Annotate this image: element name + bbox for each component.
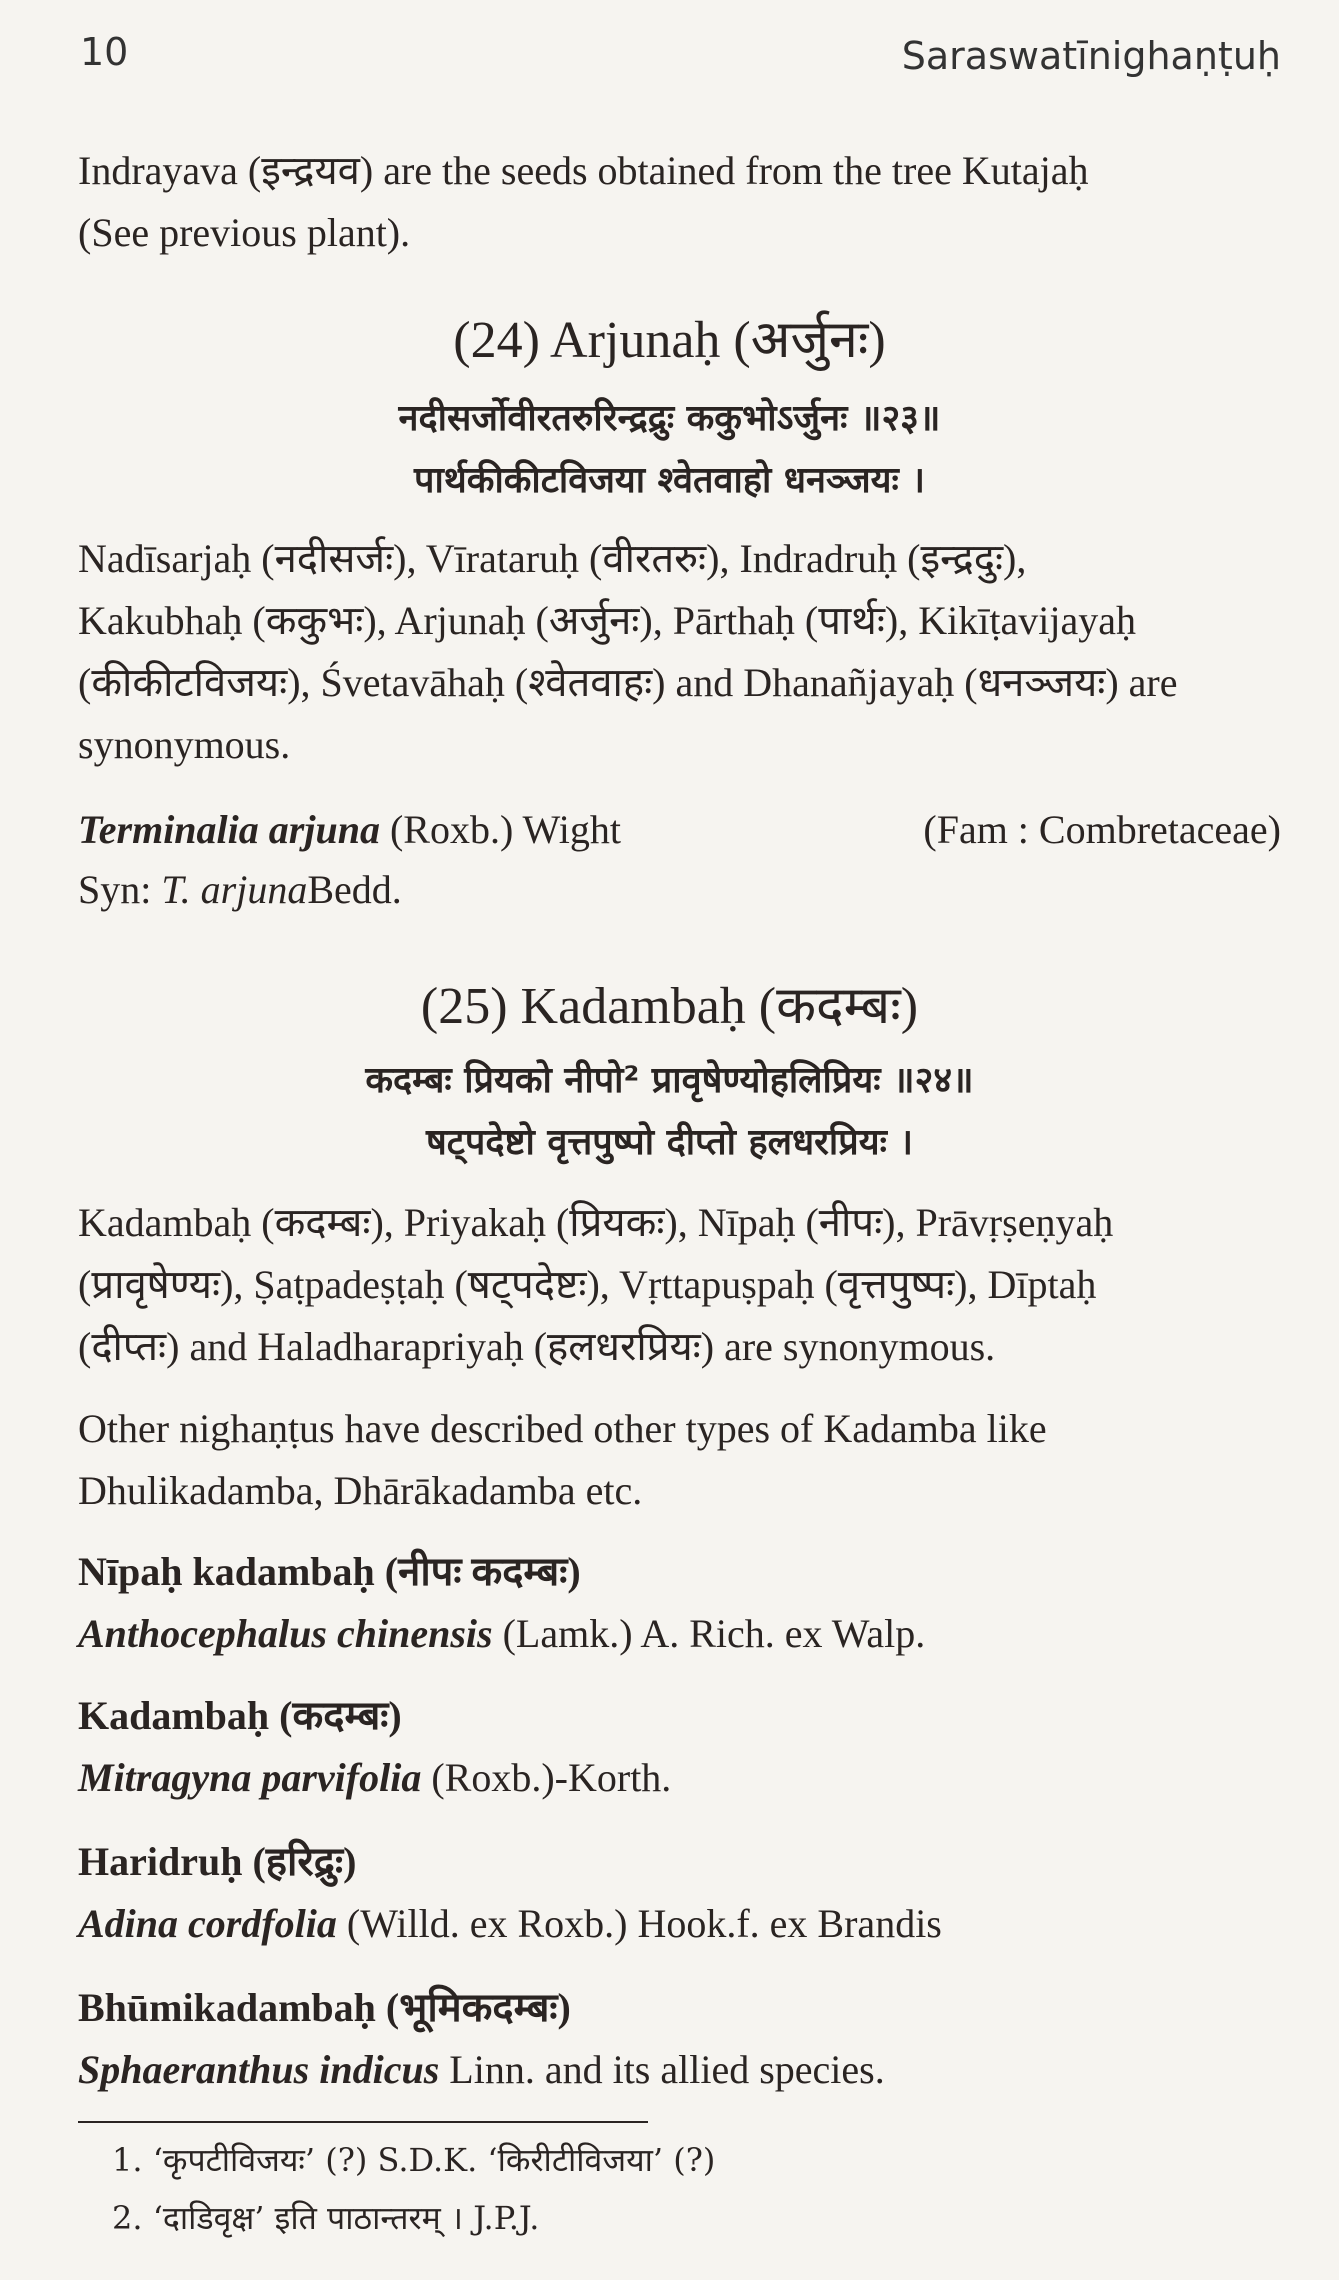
type-species: Mitragyna parvifolia <box>78 1755 422 1800</box>
section-24-synonyms <box>78 528 1280 776</box>
syn-label: Syn: <box>78 867 152 912</box>
synonym-line: Nadīsarjaḥ (नदीसर्जः), Vīrataruḥ (वीरतरुः), Indradruḥ (इन्द्रदुः), <box>78 536 1027 581</box>
intro-line: (See previous plant). <box>78 210 411 255</box>
other-line: Other nighaṇṭus have described other types of Kadamba like <box>78 1406 1047 1451</box>
family-name: (Fam : Combretaceae) <box>923 807 1281 852</box>
running-title: Saraswatīnighaṇṭuḥ <box>901 34 1281 78</box>
type-species: Anthocephalus chinensis <box>78 1611 493 1656</box>
synonym-line: (दीप्तः) and Haladharapriyaḥ (हलधरप्रियः) are synonymous. <box>78 1324 996 1369</box>
synonym-line: synonymous. <box>78 722 291 767</box>
footnote: 2. ‘दाडिवृक्ष’ इति पाठान्तरम् । J.P.J. <box>112 2199 540 2237</box>
type-authority: Linn. and its allied species. <box>449 2047 885 2092</box>
section-24-verse-line: पार्थकीकीटविजया श्वेतवाहो धनञ्जयः । <box>414 460 925 501</box>
section-24-heading: (24) Arjunaḥ (अर्जुनः) <box>453 312 886 369</box>
section-25-heading: (25) Kadambaḥ (कदम्बः) <box>420 978 919 1035</box>
section-25-synonyms <box>78 1192 1280 1378</box>
type-species-row <box>78 1754 671 1801</box>
type-authority: (Roxb.)-Korth. <box>431 1755 672 1800</box>
type-authority: (Lamk.) A. Rich. ex Walp. <box>502 1611 926 1656</box>
synonym-line: Kakubhaḥ (ककुभः), Arjunaḥ (अर्जुनः), Pārthaḥ (पार्थः), Kikīṭavijayaḥ <box>78 598 1136 643</box>
footnote: 1. ‘कृपटीविजयः’ (?) S.D.K. ‘किरीटीविजया’ (?) <box>112 2141 716 2179</box>
type-species-row <box>78 1900 942 1947</box>
syn-authority: Bedd. <box>307 867 402 912</box>
synonym-line: (कीकीटविजयः), Śvetavāhaḥ (श्वेतवाहः) and Dhanañjayaḥ (धनञ्जयः) are <box>78 660 1178 705</box>
type-name: Haridruḥ (हरिद्रुः) <box>78 1839 357 1884</box>
type-species-row <box>78 1610 925 1657</box>
botanical-authority: (Roxb.) Wight <box>389 807 621 852</box>
synonym-line: Kadambaḥ (कदम्बः), Priyakaḥ (प्रियकः), Nīpaḥ (नीपः), Prāvṛṣeṇyaḥ <box>78 1200 1114 1245</box>
section-24-botanical <box>78 806 621 853</box>
section-25-other-types <box>78 1398 1280 1522</box>
type-name: Nīpaḥ kadambaḥ (नीपः कदम्बः) <box>78 1549 581 1594</box>
section-24-verse-line: नदीसर्जोवीरतरुरिन्द्रद्रुः ककुभोऽर्जुनः ॥२३॥ <box>398 398 941 439</box>
type-species-row <box>78 2046 885 2093</box>
botanical-name: Terminalia arjuna <box>78 807 380 852</box>
syn-name: T. arjuna <box>161 867 308 912</box>
type-name: Kadambaḥ (कदम्बः) <box>78 1693 402 1738</box>
section-24-synonym-botanical <box>78 866 402 913</box>
type-species: Sphaeranthus indicus <box>78 2047 440 2092</box>
footnote-divider <box>78 2121 648 2123</box>
type-species: Adina cordfolia <box>78 1901 337 1946</box>
intro-paragraph <box>78 140 1280 264</box>
type-name: Bhūmikadambaḥ (भूमिकदम्बः) <box>78 1985 571 2030</box>
other-line: Dhulikadamba, Dhārākadamba etc. <box>78 1468 643 1513</box>
page-number: 10 <box>80 30 129 74</box>
section-25-verse-line: षट्पदेष्टो वृत्तपुष्पो दीप्तो हलधरप्रियः । <box>425 1122 914 1163</box>
intro-line: Indrayava (इन्द्रयव) are the seeds obtained from the tree Kutajaḥ <box>78 148 1089 193</box>
section-25-verse-line: कदम्बः प्रियको नीपो² प्रावृषेण्योहलिप्रियः ॥२४॥ <box>365 1060 974 1101</box>
synonym-line: (प्रावृषेण्यः), Ṣaṭpadeṣṭaḥ (षट्पदेष्टः), Vṛttapuṣpaḥ (वृत्तपुष्पः), Dīptaḥ <box>78 1262 1097 1307</box>
type-authority: (Willd. ex Roxb.) Hook.f. ex Brandis <box>346 1901 942 1946</box>
